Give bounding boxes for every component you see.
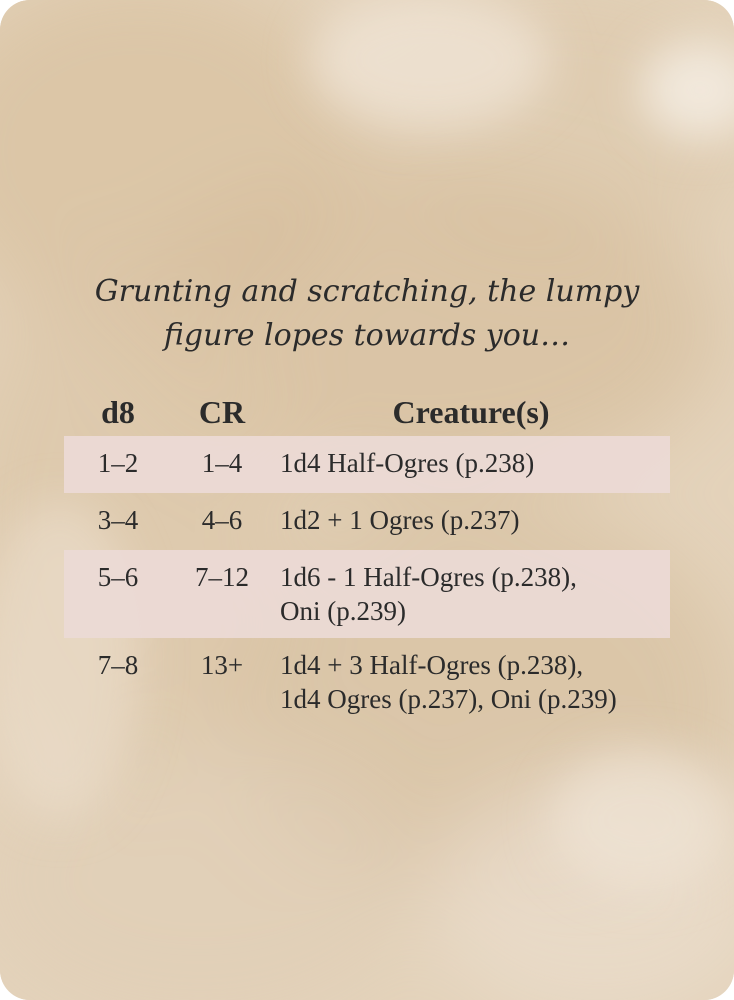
table-row [64, 550, 670, 638]
header-d8: d8 [101, 393, 135, 430]
roll-cell: 7–8 [97, 650, 139, 680]
cr-cell: 4–6 [201, 505, 243, 535]
cr-cell: 7–12 [172, 550, 272, 638]
creatures-cell [272, 638, 670, 726]
encounter-table [64, 388, 670, 726]
roll-cell: 1–2 [64, 436, 172, 493]
creatures-cell [272, 493, 670, 550]
table-row [64, 436, 670, 493]
creatures-cell [272, 436, 670, 493]
flavor-line-1: Grunting and scratching, the lumpy [94, 274, 640, 309]
roll-cell: 3–4 [97, 505, 139, 535]
flavor-text [60, 270, 674, 358]
creatures-line: 1d4 Half-Ogres (p.238) [280, 448, 535, 478]
creatures-line: 1d6 - 1 Half-Ogres (p.238), [280, 562, 577, 592]
table-row [64, 638, 670, 726]
table-row [64, 493, 670, 550]
creatures-line: Oni (p.239) [280, 596, 406, 626]
creatures-line: 1d4 Ogres (p.237), Oni (p.239) [280, 684, 617, 714]
creatures-line: 1d4 + 3 Half-Ogres (p.238), [280, 650, 584, 680]
cr-cell: 13+ [200, 650, 244, 680]
header-creatures: Creature(s) [392, 393, 550, 430]
creatures-line: 1d2 + 1 Ogres (p.237) [280, 505, 520, 535]
cr-cell: 1–4 [172, 436, 272, 493]
creatures-cell [272, 550, 670, 638]
flavor-line-2: figure lopes towards you… [163, 318, 571, 353]
header-cr: CR [198, 393, 246, 430]
roll-cell: 5–6 [64, 550, 172, 638]
table-header-row [64, 388, 670, 436]
